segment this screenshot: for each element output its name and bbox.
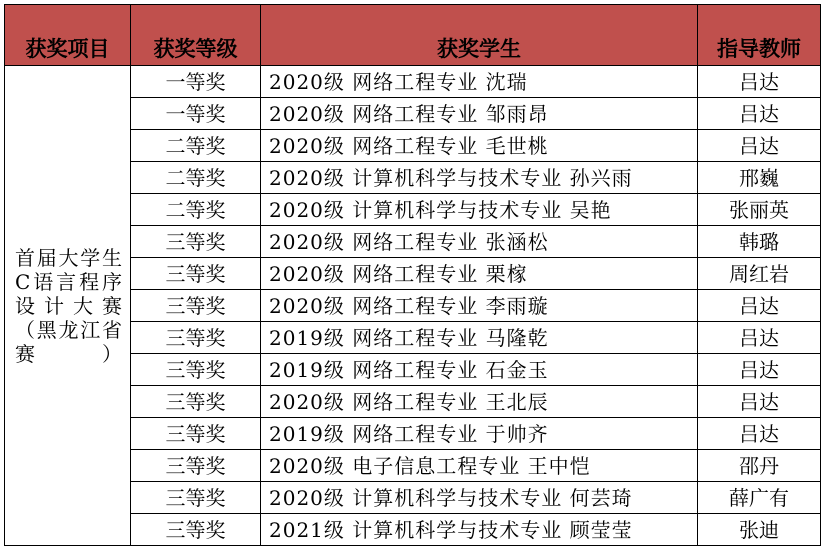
award-level-cell: 一等奖 [131,98,261,130]
teacher-cell: 张迪 [698,514,821,546]
header-teacher: 指导教师 [698,5,821,66]
awards-table [4,4,821,546]
teacher-cell: 邢巍 [698,162,821,194]
student-cell: 2019级 网络工程专业 马隆乾 [261,322,698,354]
header-level: 获奖等级 [131,5,261,66]
teacher-cell: 薛广有 [698,482,821,514]
award-level-cell: 三等奖 [131,226,261,258]
student-cell: 2021级 计算机科学与技术专业 顾莹莹 [261,514,698,546]
award-level-cell: 二等奖 [131,194,261,226]
header-student: 获奖学生 [261,5,698,66]
student-cell: 2020级 电子信息工程专业 王中恺 [261,450,698,482]
award-level-cell: 三等奖 [131,290,261,322]
student-cell: 2020级 网络工程专业 栗榢 [261,258,698,290]
award-level-cell: 三等奖 [131,258,261,290]
award-level-cell: 一等奖 [131,66,261,98]
teacher-cell: 吕达 [698,290,821,322]
teacher-cell: 吕达 [698,354,821,386]
student-cell: 2019级 网络工程专业 石金玉 [261,354,698,386]
student-cell: 2020级 计算机科学与技术专业 吴艳 [261,194,698,226]
student-cell: 2020级 网络工程专业 李雨璇 [261,290,698,322]
teacher-cell: 张丽英 [698,194,821,226]
student-cell: 2019级 网络工程专业 于帅齐 [261,418,698,450]
teacher-cell: 吕达 [698,130,821,162]
award-project-cell: 首届大学生C语言程序设计大赛（黑龙江省赛） [5,66,131,546]
teacher-cell: 邵丹 [698,450,821,482]
teacher-cell: 吕达 [698,418,821,450]
teacher-cell: 韩璐 [698,226,821,258]
teacher-cell: 吕达 [698,386,821,418]
award-level-cell: 二等奖 [131,130,261,162]
award-level-cell: 三等奖 [131,514,261,546]
teacher-cell: 周红岩 [698,258,821,290]
header-row [5,5,821,66]
table-row [5,66,821,98]
award-level-cell: 二等奖 [131,162,261,194]
header-project: 获奖项目 [5,5,131,66]
award-level-cell: 三等奖 [131,418,261,450]
award-level-cell: 三等奖 [131,450,261,482]
award-level-cell: 三等奖 [131,322,261,354]
student-cell: 2020级 网络工程专业 沈瑞 [261,66,698,98]
student-cell: 2020级 网络工程专业 王北辰 [261,386,698,418]
teacher-cell: 吕达 [698,66,821,98]
teacher-cell: 吕达 [698,98,821,130]
student-cell: 2020级 网络工程专业 张涵松 [261,226,698,258]
student-cell: 2020级 计算机科学与技术专业 孙兴雨 [261,162,698,194]
student-cell: 2020级 计算机科学与技术专业 何芸琦 [261,482,698,514]
student-cell: 2020级 网络工程专业 邹雨昂 [261,98,698,130]
award-level-cell: 三等奖 [131,386,261,418]
teacher-cell: 吕达 [698,322,821,354]
award-level-cell: 三等奖 [131,354,261,386]
award-level-cell: 三等奖 [131,482,261,514]
student-cell: 2020级 网络工程专业 毛世桃 [261,130,698,162]
